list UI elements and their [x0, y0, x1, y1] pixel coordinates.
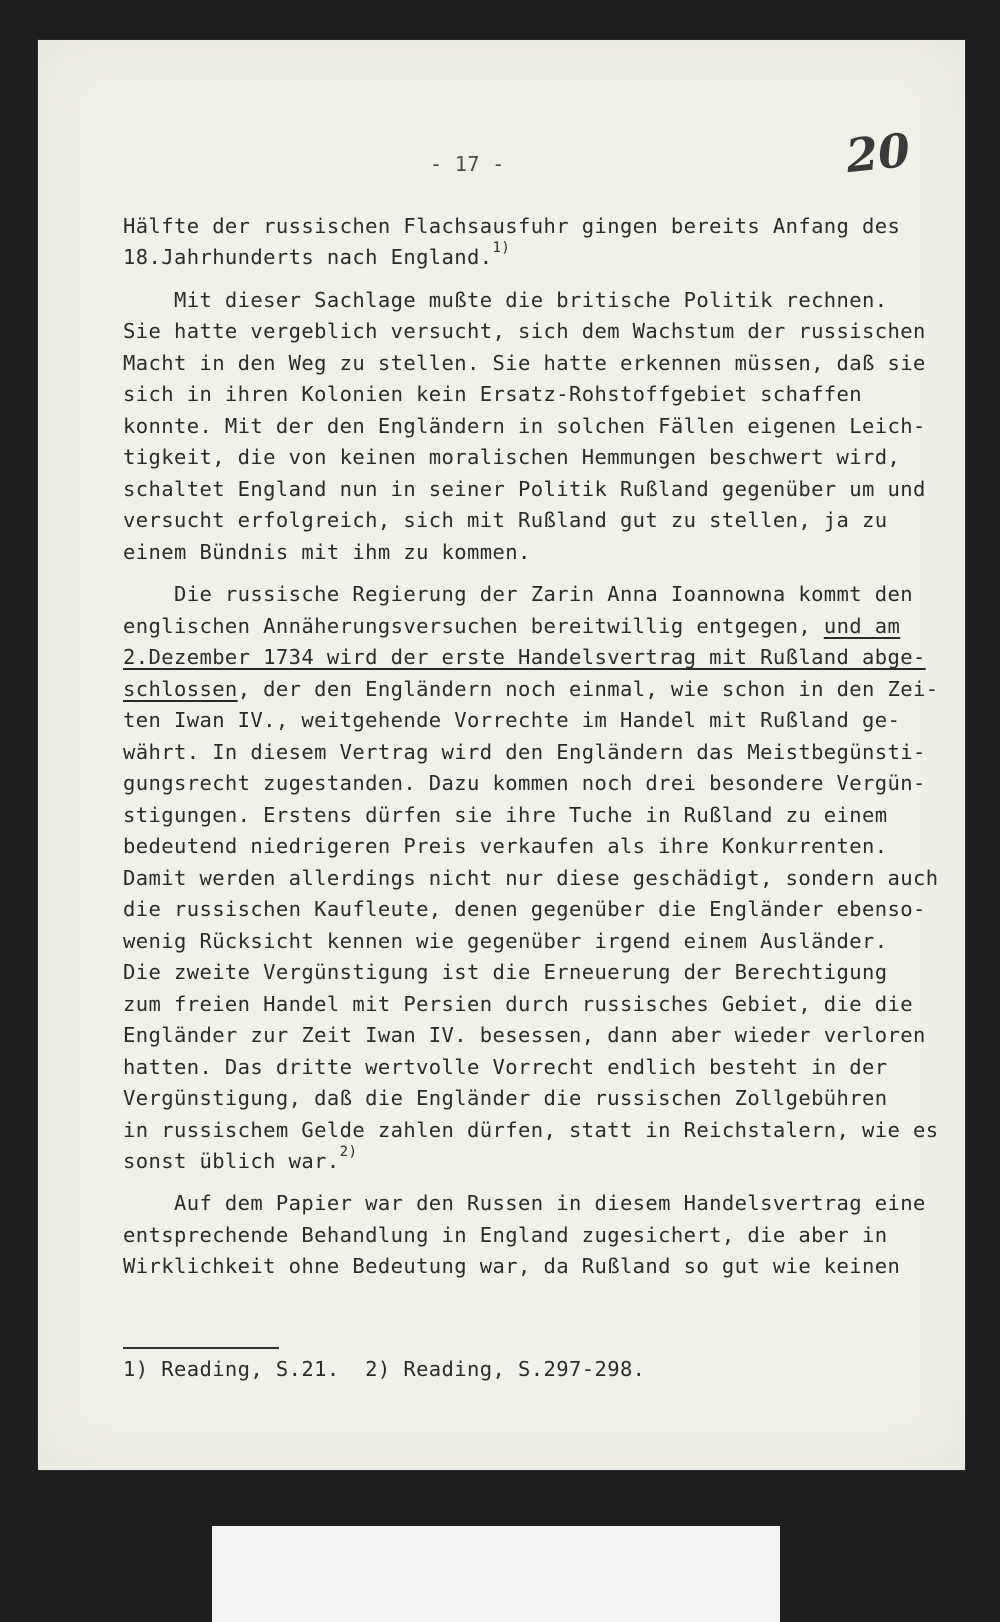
text-line: ten Iwan IV., weitgehende Vorrechte im Handel mit Rußland ge- [123, 708, 901, 732]
text-line: Vergünstigung, daß die Engländer die russischen Zollgebühren [123, 1086, 888, 1110]
text-line: Hälfte der russischen Flachsausfuhr gingen bereits Anfang des [123, 214, 901, 238]
text-line: Auf dem Papier war den Russen in diesem Handelsvertrag eine [123, 1191, 926, 1215]
page-number: - 17 - [430, 152, 505, 176]
text-line: stigungen. Erstens dürfen sie ihre Tuche in Rußland zu einem [123, 803, 888, 827]
text-line: tigkeit, die von keinen moralischen Hemmungen beschwert wird, [123, 445, 901, 469]
text-line: 18.Jahrhunderts nach England.$^{1)}$ [123, 240, 511, 269]
text-line [123, 645, 926, 669]
text-line: versucht erfolgreich, sich mit Rußland gut zu stellen, ja zu [123, 508, 888, 532]
text-line: Mit dieser Sachlage mußte die britische Politik rechnen. [123, 288, 888, 312]
text-line: englischen Annäherungsversuchen bereitwillig entgegen, und am [123, 614, 901, 638]
text-line: zum freien Handel mit Persien durch russisches Gebiet, die die [123, 992, 914, 1016]
text-line: bedeutend niedrigeren Preis verkaufen als ihre Konkurrenten. [123, 834, 888, 858]
text-line: Wirklichkeit ohne Bedeutung war, da Rußland so gut wie keinen [123, 1254, 901, 1278]
text-line: schaltet England nun in seiner Politik Rußland gegenüber um und [123, 477, 926, 501]
text-line: Damit werden allerdings nicht nur diese geschädigt, sondern auch [123, 866, 939, 890]
text-line: Die russische Regierung der Zarin Anna Ioannowna kommt den [123, 582, 914, 606]
underlined-text: 2.Dezember 1734 wird der erste Handelsvertrag mit Rußland abge- [123, 645, 926, 669]
text-line: Macht in den Weg zu stellen. Sie hatte erkennen müssen, daß sie [123, 351, 926, 375]
text-line: sich in ihren Kolonien kein Ersatz-Rohstoffgebiet schaffen [123, 382, 863, 406]
underlined-text: und am [823, 614, 901, 638]
text-line: Sie hatte vergeblich versucht, sich dem Wachstum der russischen [123, 319, 926, 343]
text-line: Engländer zur Zeit Iwan IV. besessen, dann aber wieder verloren [123, 1023, 926, 1047]
text-line: gungsrecht zugestanden. Dazu kommen noch drei besondere Vergün- [123, 771, 926, 795]
archive-number: 20 [843, 122, 913, 184]
text-line: hatten. Das dritte wertvolle Vorrecht endlich besteht in der [123, 1055, 888, 1079]
text-line: sonst üblich war.$^{2)}$ [123, 1144, 358, 1173]
text-line: entsprechende Behandlung in England zugesichert, die aber in [123, 1223, 888, 1247]
paper-strip [212, 1526, 780, 1622]
footnote-mark: 2) [339, 1144, 358, 1160]
underlined-text: schlossen [123, 677, 238, 701]
text-line: Die zweite Vergünstigung ist die Erneuerung der Berechtigung [123, 960, 888, 984]
text-line: konnte. Mit der den Engländern in solchen Fällen eigenen Leich- [123, 414, 926, 438]
text-line: schlossen, der den Engländern noch einmal, wie schon in den Zei- [123, 677, 939, 701]
footnote: 1) Reading, S.21. 2) Reading, S.297-298. [123, 1357, 646, 1381]
text-line: wenig Rücksicht kennen wie gegenüber irgend einem Ausländer. [123, 929, 888, 953]
text-line: einem Bündnis mit ihm zu kommen. [123, 540, 531, 564]
text-line: in russischem Gelde zahlen dürfen, statt in Reichstalern, wie es [123, 1118, 939, 1142]
footnote-mark: 1) [492, 240, 511, 256]
text-line: die russischen Kaufleute, denen gegenüber die Engländer ebenso- [123, 897, 926, 921]
footnote-rule [123, 1347, 279, 1349]
text-line: währt. In diesem Vertrag wird den Engländern das Meistbegünsti- [123, 740, 926, 764]
